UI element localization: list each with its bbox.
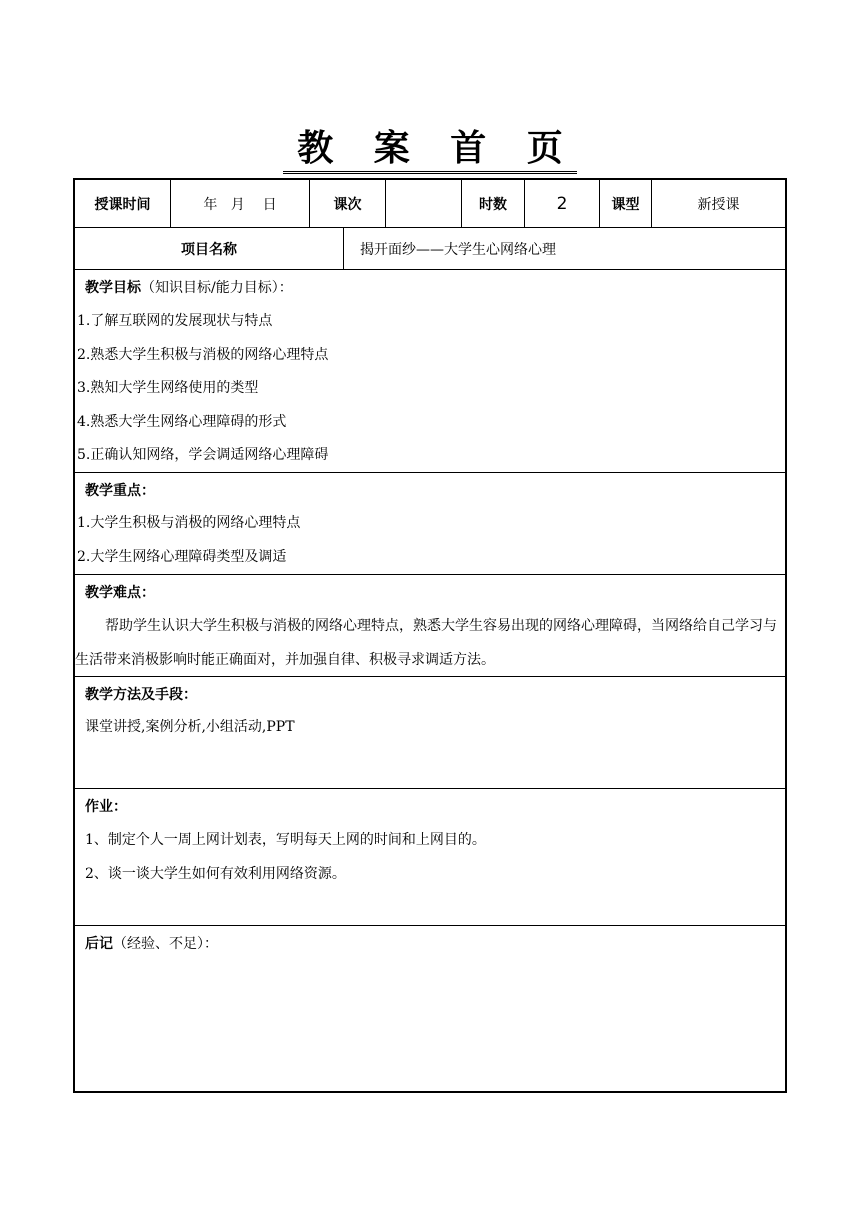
methods-label: 教学方法及手段： <box>85 687 197 703</box>
postscript-label: 后记 <box>85 936 113 952</box>
type-value: 新授课 <box>697 196 740 213</box>
session-value-cell[interactable] <box>386 180 462 227</box>
difficulties-section <box>75 575 785 677</box>
key-point-item: 2.大学生网络心理障碍类型及调适 <box>77 549 287 565</box>
objective-item: 5.正确认知网络，学会调适网络心理障碍 <box>77 447 329 463</box>
type-label-cell <box>600 180 652 227</box>
homework-heading <box>85 797 127 817</box>
session-label-cell <box>310 180 386 227</box>
hours-value-cell[interactable] <box>525 180 600 227</box>
postscript-section <box>75 926 785 1091</box>
difficulties-label: 教学难点： <box>85 585 155 601</box>
homework-label: 作业： <box>85 799 127 815</box>
methods-section <box>75 677 785 789</box>
difficulties-text: 帮助学生认识大学生积极与消极的网络心理特点，熟悉大学生容易出现的网络心理障碍，当网络给自己学习与生活带来消极影响时能正确面对，并加强自律、积极寻求调适方法。 <box>75 618 777 668</box>
objective-item: 2.熟悉大学生积极与消极的网络心理特点 <box>77 347 329 363</box>
key-point-item: 1.大学生积极与消极的网络心理特点 <box>77 515 301 531</box>
time-value-cell[interactable] <box>171 180 310 227</box>
objective-item: 3.熟知大学生网络使用的类型 <box>77 380 259 396</box>
objective-item: 1.了解互联网的发展现状与特点 <box>77 313 273 329</box>
objective-item: 4.熟悉大学生网络心理障碍的形式 <box>77 414 287 430</box>
time-label: 授课时间 <box>94 196 151 213</box>
time-value: 年 月 日 <box>203 196 277 213</box>
postscript-note: （经验、不足）： <box>113 936 218 952</box>
postscript-heading <box>85 934 218 954</box>
key-points-section <box>75 473 785 575</box>
type-label: 课型 <box>611 196 640 213</box>
project-row <box>75 228 785 270</box>
difficulties-heading <box>85 583 155 603</box>
lesson-plan-table <box>73 178 787 1093</box>
project-value: 揭开面纱——大学生心网络心理 <box>360 241 556 258</box>
hours-value: 2 <box>556 193 568 214</box>
hours-label: 时数 <box>479 196 507 213</box>
objectives-note: （知识目标/能力目标）： <box>141 280 293 296</box>
type-value-cell[interactable] <box>652 180 785 227</box>
session-label: 课次 <box>333 196 362 213</box>
methods-heading <box>85 685 197 705</box>
project-label-cell <box>75 228 344 269</box>
page-title: 教 案 首 页 <box>0 124 860 174</box>
project-label: 项目名称 <box>181 241 237 258</box>
homework-item: 1、制定个人一周上网计划表，写明每天上网的时间和上网目的。 <box>85 832 486 848</box>
header-row <box>75 180 785 228</box>
homework-item: 2、谈一谈大学生如何有效利用网络资源。 <box>85 866 346 882</box>
methods-text: 课堂讲授,案例分析,小组活动,PPT <box>85 719 295 735</box>
objectives-section <box>75 270 785 473</box>
objectives-heading <box>85 278 293 298</box>
homework-section <box>75 789 785 926</box>
key-points-label: 教学重点： <box>85 483 155 499</box>
key-points-heading <box>85 481 155 501</box>
hours-label-cell <box>462 180 525 227</box>
objectives-label: 教学目标 <box>85 280 141 296</box>
project-value-cell[interactable] <box>344 228 785 269</box>
time-label-cell <box>75 180 171 227</box>
